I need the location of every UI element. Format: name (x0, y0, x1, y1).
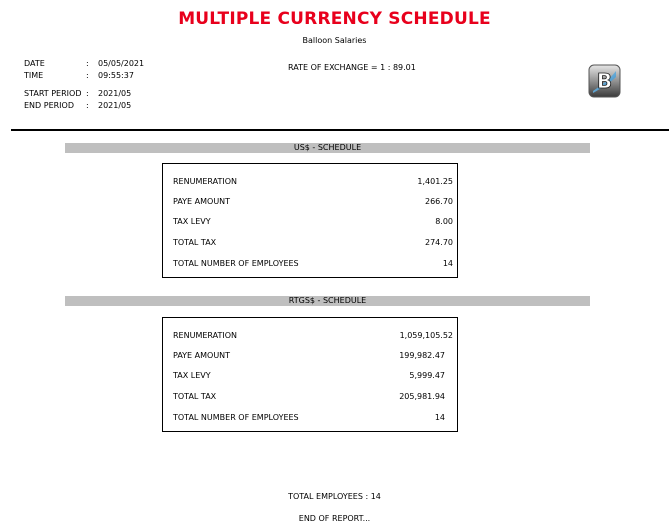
rtgs-paye-value: 199,982.47 (399, 351, 445, 360)
logo-letter: B (596, 69, 613, 93)
date-value: 05/05/2021 (98, 59, 145, 68)
rtgs-employees-value: 14 (434, 413, 445, 422)
start-period-label: START PERIOD (24, 89, 82, 98)
time-value: 09:55:37 (98, 71, 134, 80)
rtgs-total-tax-value: 205,981.94 (399, 392, 445, 401)
rtgs-paye-label: PAYE AMOUNT (173, 351, 231, 360)
company-logo-icon (588, 64, 621, 98)
meta-end-row (24, 100, 144, 112)
rtgs-row-renumeration (173, 330, 457, 342)
usd-renumeration-label: RENUMERATION (173, 177, 238, 186)
rtgs-row-paye (173, 350, 457, 362)
time-label: TIME (24, 71, 44, 80)
exchange-rate: RATE OF EXCHANGE = 1 : 89.01 (288, 63, 416, 72)
end-period-value: 2021/05 (98, 101, 132, 110)
usd-employees-value: 14 (442, 259, 453, 268)
usd-paye-value: 266.70 (425, 197, 453, 206)
usd-row-total-tax (173, 237, 457, 249)
rtgs-employees-label: TOTAL NUMBER OF EMPLOYEES (173, 413, 299, 422)
rtgs-row-tax-levy (173, 370, 457, 382)
usd-employees-label: TOTAL NUMBER OF EMPLOYEES (173, 259, 299, 268)
usd-total-tax-label: TOTAL TAX (173, 238, 217, 247)
usd-renumeration-value: 1,401.25 (417, 177, 453, 186)
header-divider (11, 129, 669, 131)
report-meta (24, 58, 144, 112)
usd-tax-levy-label: TAX LEVY (173, 217, 211, 226)
total-employees: TOTAL EMPLOYEES : 14 (288, 492, 381, 501)
date-colon: : (86, 59, 89, 68)
start-period-colon: : (86, 89, 89, 98)
meta-start-row (24, 88, 144, 100)
end-of-report: END OF REPORT... (298, 514, 371, 523)
usd-row-tax-levy (173, 216, 457, 228)
usd-row-renumeration (173, 176, 457, 188)
report-subtitle: Balloon Salaries (302, 36, 367, 45)
time-colon: : (86, 71, 89, 80)
logo-graphic (588, 64, 621, 98)
rtgs-tax-levy-value: 5,999.47 (409, 371, 445, 380)
meta-time-row (24, 70, 144, 82)
report-title: MULTIPLE CURRENCY SCHEDULE (178, 9, 491, 29)
usd-row-employees (173, 258, 457, 270)
usd-schedule-heading: US$ - SCHEDULE (65, 143, 590, 153)
date-label: DATE (24, 59, 45, 68)
rtgs-renumeration-value: 1,059,105.52 (399, 331, 453, 340)
usd-total-tax-value: 274.70 (425, 238, 453, 247)
rtgs-schedule-box (162, 317, 458, 432)
meta-date-row (24, 58, 144, 70)
usd-schedule-box (162, 163, 458, 278)
rtgs-tax-levy-label: TAX LEVY (173, 371, 211, 380)
end-period-colon: : (86, 101, 89, 110)
rtgs-renumeration-label: RENUMERATION (173, 331, 238, 340)
end-period-label: END PERIOD (24, 101, 74, 110)
usd-paye-label: PAYE AMOUNT (173, 197, 231, 206)
rtgs-row-employees (173, 412, 457, 424)
usd-tax-levy-value: 8.00 (435, 217, 453, 226)
start-period-value: 2021/05 (98, 89, 132, 98)
rtgs-schedule-heading: RTGS$ - SCHEDULE (65, 296, 590, 306)
rtgs-total-tax-label: TOTAL TAX (173, 392, 217, 401)
usd-row-paye (173, 196, 457, 208)
rtgs-row-total-tax (173, 391, 457, 403)
